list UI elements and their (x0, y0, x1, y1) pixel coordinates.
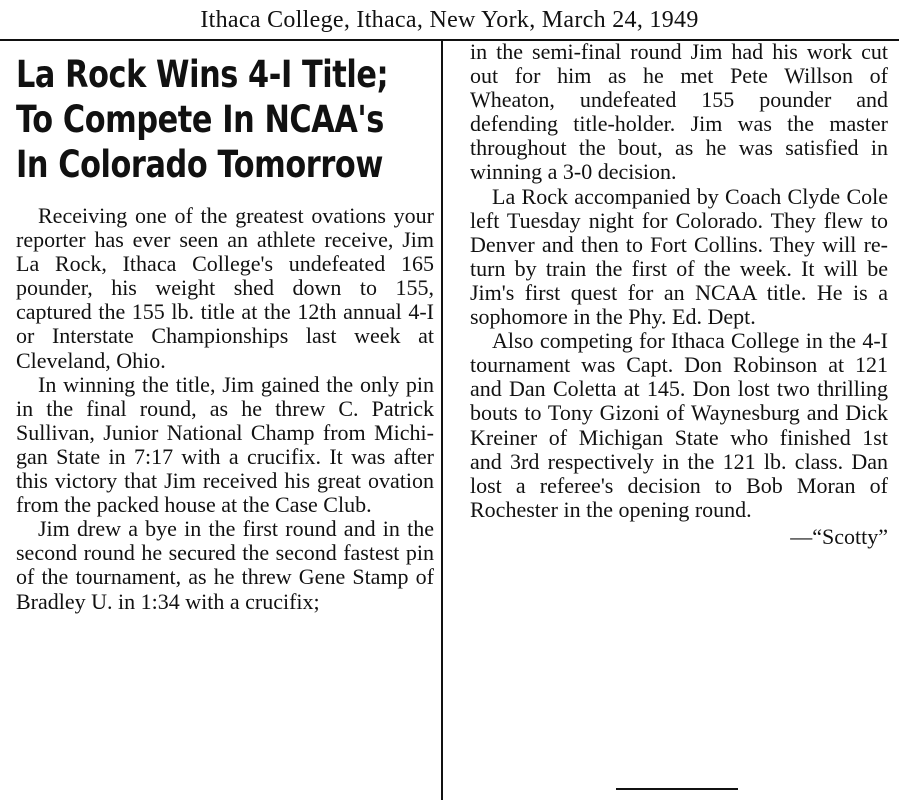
paragraph: Also competing for Ithaca College in the 4-I tournament was Capt. Don Robinson at 121 and Dan Coletta at 145. Don lost two thrilling bouts to Tony Gizoni of Waynesburg and Dick Kreiner of Michigan State who finished 1st and 3rd respectively in the 121 lb. class. Dan lost a referee's decision to Bob Moran of Rochester in the opening round. (470, 328, 888, 522)
end-rule (616, 788, 738, 790)
paragraph-continued: in the semi-final round Jim had his work cut out for him as he met Pete Willson of Wheaton, undefeated 155 pounder and defending title-holder. Jim was the master throughout the bout, as he was satisfied in winning a 3-0 decision. (470, 40, 888, 185)
paragraph: Jim drew a bye in the first round and in the second round he secured the second fastest pin of the tournament, as he threw Gene Stamp of Bradley U. in 1:34 with a crucifix; (16, 516, 434, 614)
right-body (470, 40, 888, 522)
dateline: Ithaca College, Ithaca, New York, March 24, 1949 (200, 7, 699, 33)
headline-line-1: La Rock Wins 4-I Title; (16, 53, 389, 96)
headline (16, 52, 434, 187)
headline-line-3: In Colorado Tomorrow (16, 143, 383, 186)
paragraph: In winning the title, Jim gained the only pin in the final round, as he threw C. Patrick Sullivan, Junior National Champ from Michigan State in 7:17 with a crucifix. It was after this victory that Jim received his great ovation from the packed house at the Case Club. (16, 371, 434, 518)
left-body (16, 204, 434, 614)
right-column (470, 40, 888, 800)
headline-block (16, 52, 434, 198)
paragraph: Receiving one of the greatest ovations your reporter has ever seen an athlete receive, Jim La Rock, Ithaca College's undefeated 165 pounder, his weight shed down to 155, captured the 155 lb. title at the 12th annual 4-I or Interstate Championships last week at Cleveland, Ohio. (16, 203, 434, 373)
column-divider (441, 40, 443, 800)
left-column (16, 40, 434, 800)
paragraph: La Rock accompanied by Coach Clyde Cole left Tuesday night for Colorado. They flew to Denver and then to Fort Collins. They will return by train the first of the week. It will be Jim's first quest for an NCAA title. He is a sophomore in the Phy. Ed. Dept. (470, 183, 888, 330)
byline: —“Scotty” (790, 523, 888, 549)
headline-line-2: To Compete In NCAA's (16, 98, 384, 141)
